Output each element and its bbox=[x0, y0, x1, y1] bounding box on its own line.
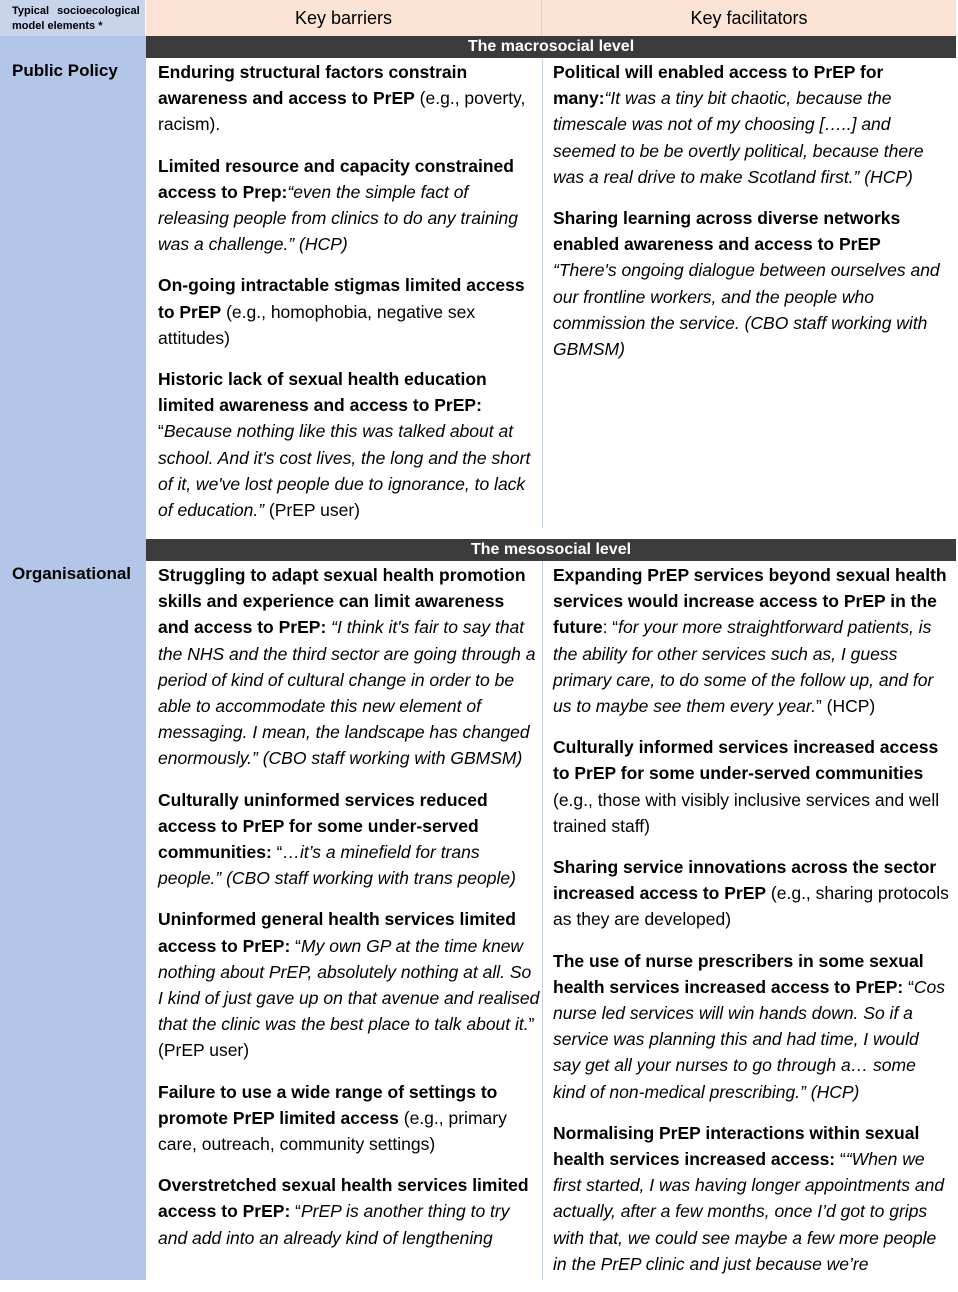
finding-normal-text: “ bbox=[271, 842, 283, 863]
finding-entry bbox=[553, 854, 949, 933]
finding-entry bbox=[553, 1120, 949, 1277]
finding-entry bbox=[158, 906, 540, 1063]
row-organisational-label-cell bbox=[0, 539, 146, 1280]
level-band-mesosocial: The mesosocial level bbox=[146, 539, 956, 561]
finding-normal-text: “ bbox=[290, 1201, 301, 1222]
finding-italic-text: Cos nurse led services will win hands down. So if a service was planning this and had time, I would say get all your nurses to go through a… some kind of non-medical prescribing.” (HCP) bbox=[553, 976, 946, 1102]
finding-entry bbox=[553, 59, 949, 190]
finding-bold-text: Enduring structural factors constrain awareness and access to PrEP bbox=[158, 62, 468, 109]
finding-entry bbox=[553, 948, 949, 1105]
finding-bold-text: Political will enabled access to PrEP for many: bbox=[553, 62, 884, 109]
finding-bold-text: Sharing service innovations across the sector increased access to PrEP bbox=[553, 857, 937, 904]
finding-tail-text: (PrEP user) bbox=[264, 500, 360, 521]
finding-normal-text: “ bbox=[835, 1149, 846, 1170]
finding-entry bbox=[158, 1079, 540, 1158]
finding-bold-text: Culturally informed services increased access to PrEP for some under-served communities bbox=[553, 737, 939, 784]
finding-bold-text: Uninformed general health services limited access to PrEP: bbox=[158, 909, 516, 956]
finding-italic-text: …it’s a minefield for trans people.” (CBO staff working with trans people) bbox=[158, 842, 516, 889]
finding-entry bbox=[553, 205, 949, 362]
public-policy-facilitators bbox=[553, 59, 949, 377]
header-socioecological-elements bbox=[0, 0, 146, 36]
finding-entry bbox=[158, 59, 540, 138]
finding-normal-text: (e.g., primary care, outreach, community settings) bbox=[158, 1107, 507, 1155]
finding-italic-text: My own GP at the time knew nothing about PrEP, absolutely nothing at all. So I kind of just gave up on that avenue and realised that the clinic was the best place to talk about it. bbox=[158, 935, 540, 1035]
finding-bold-text: Struggling to adapt sexual health promotion skills and experience can limit awareness and access to PrEP: bbox=[158, 565, 526, 638]
finding-normal-text: (e.g., those with visibly inclusive services and well trained staff) bbox=[553, 789, 940, 836]
public-policy-barriers bbox=[158, 59, 540, 538]
header-col1-line1: Typical socioecological bbox=[12, 5, 140, 17]
finding-entry bbox=[158, 153, 540, 258]
finding-bold-text: Overstretched sexual health services limited access to PrEP: bbox=[158, 1175, 529, 1222]
finding-italic-text: Because nothing like this was talked about at school. And it's cost lives, the long and the short of it, we've lost people due to ignorance, to lack of education.” bbox=[158, 421, 531, 521]
finding-normal-text: : “ bbox=[602, 617, 619, 638]
row-public-policy-label-cell bbox=[0, 36, 146, 539]
finding-entry bbox=[553, 562, 949, 719]
finding-bold-text: Culturally uninformed services reduced access to PrEP for some under-served communities: bbox=[158, 789, 488, 863]
column-divider bbox=[542, 561, 543, 1280]
finding-normal-text: (e.g., homophobia, negative sex attitudes) bbox=[158, 301, 476, 348]
header-key-facilitators: Key facilitators bbox=[542, 0, 956, 36]
organisational-facilitators bbox=[553, 562, 949, 1292]
finding-normal-text: “ bbox=[903, 976, 914, 997]
organisational-barriers bbox=[158, 562, 540, 1266]
finding-bold-text: Sharing learning across diverse networks enabled awareness and access to PrEP bbox=[553, 208, 901, 255]
column-divider bbox=[542, 58, 543, 528]
header-key-barriers: Key barriers bbox=[146, 0, 542, 36]
finding-bold-text: On-going intractable stigmas limited access to PrEP bbox=[158, 275, 525, 322]
row-label-public-policy: Public Policy bbox=[12, 61, 118, 80]
finding-normal-text: (e.g., poverty, racism). bbox=[158, 88, 526, 135]
finding-tail-text: ” (HCP) bbox=[815, 696, 876, 717]
finding-entry bbox=[158, 787, 540, 892]
finding-italic-text: “It was a tiny bit chaotic, because the timescale was not of my choosing […..] and seemed to be be overtly political, because there was a real drive to make Scotland first.” (HCP) bbox=[553, 88, 924, 187]
finding-entry bbox=[158, 562, 540, 772]
finding-italic-text: “When we first started, I was having longer appointments and actually, after a few months, once I’d got to grips with that, we could see maybe a few more people in the PrEP clinic and just because we’re bbox=[553, 1149, 945, 1274]
finding-bold-text: Failure to use a wide range of settings to promote PrEP limited access bbox=[158, 1081, 498, 1128]
finding-bold-text: Normalising PrEP interactions within sexual health services increased access: bbox=[553, 1122, 920, 1170]
finding-entry bbox=[158, 1172, 540, 1251]
finding-italic-text: “even the simple fact of releasing people from clinics to do any training was a challenge.” (HCP) bbox=[158, 181, 518, 255]
finding-italic-text: PrEP is another thing to try and add into an already kind of lengthening bbox=[158, 1201, 510, 1248]
finding-entry bbox=[158, 272, 540, 351]
finding-normal-text: “ bbox=[290, 935, 301, 956]
row-label-organisational: Organisational bbox=[12, 564, 132, 583]
finding-bold-text: Expanding PrEP services beyond sexual health services would increase access to PrEP in the future bbox=[553, 565, 947, 638]
finding-bold-text: The use of nurse prescribers in some sexual health services increased access to PrEP: bbox=[553, 950, 924, 997]
finding-tail-text: ” (PrEP user) bbox=[158, 1014, 535, 1061]
finding-normal-text: “ bbox=[158, 421, 164, 442]
header-col1-line2: model elements * bbox=[12, 20, 103, 32]
finding-italic-text: for your more straightforward patients, is the ability for other services such as, I guess primary care, to do some of the follow up, and for us to maybe see them every year. bbox=[553, 617, 934, 717]
finding-normal-text: (e.g., sharing protocols as they are developed) bbox=[553, 883, 949, 930]
finding-bold-text: Limited resource and capacity constrained access to Prep: bbox=[158, 155, 514, 202]
finding-entry bbox=[158, 366, 540, 523]
finding-bold-text: Historic lack of sexual health education limited awareness and access to PrEP: bbox=[158, 369, 487, 416]
finding-italic-text: “I think it's fair to say that the NHS and the third sector are going through a period of kind of cultural change in order to be able to accommodate this new element of messaging. I mean, the landscape has changed enormously.” (CBO staff working with GBMSM) bbox=[158, 617, 536, 769]
level-band-macrosocial: The macrosocial level bbox=[146, 36, 956, 58]
finding-entry bbox=[553, 734, 949, 839]
finding-italic-text: “There's ongoing dialogue between ourselves and our frontline workers, and the people who commission the service. (CBO staff working with GBMSM) bbox=[553, 260, 940, 360]
